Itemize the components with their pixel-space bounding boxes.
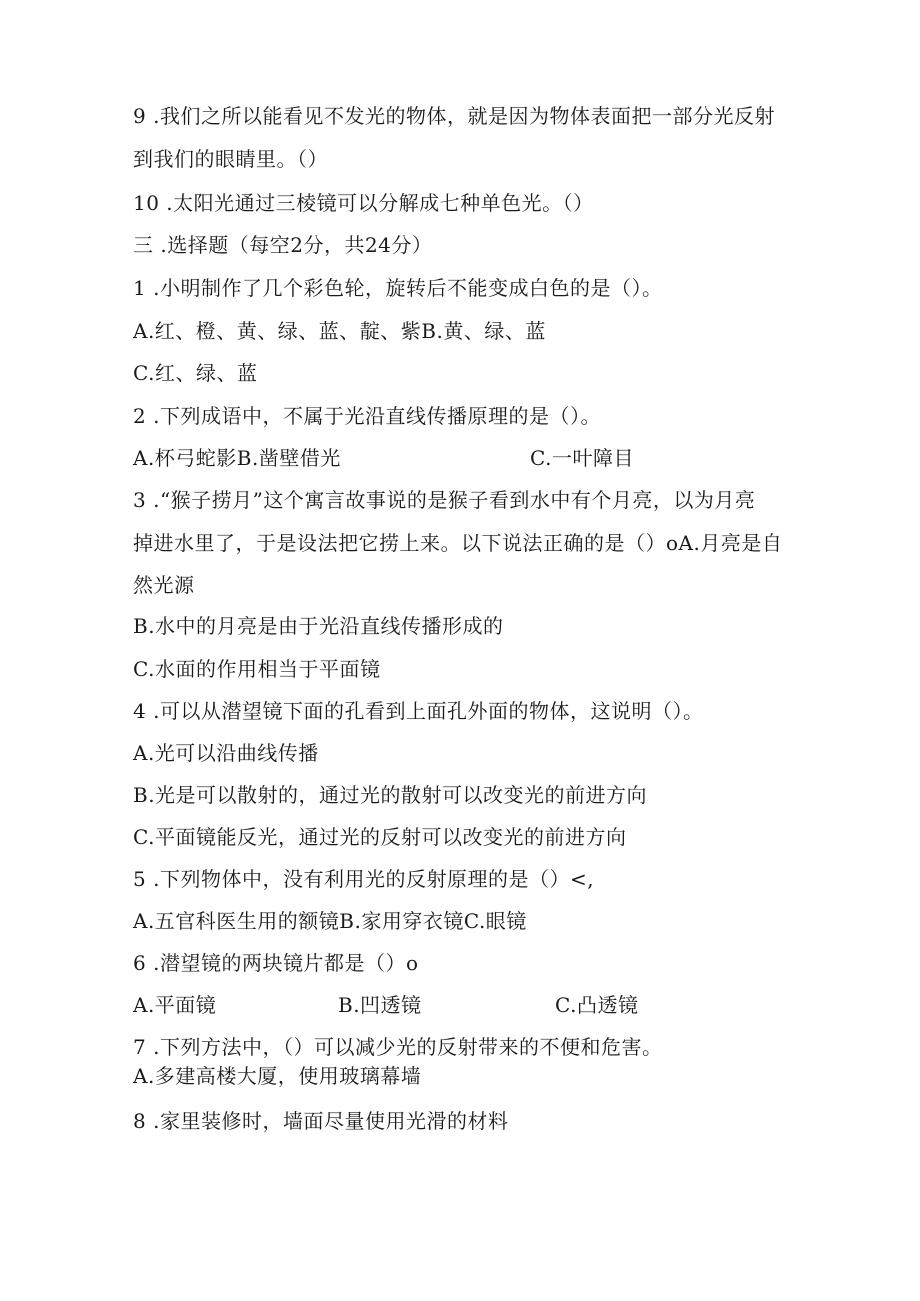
choice-question-6: 6 .潜望镜的两块镜片都是（）o — [133, 951, 419, 975]
choice-question-1: 1 .小明制作了几个彩色轮，旋转后不能变成白色的是（）。 — [133, 276, 663, 300]
choice-question-7: 7 .下列方法中，（）可以减少光的反射带来的不便和危害。 — [133, 1035, 663, 1059]
choice-question-3-line-3: 然光源 — [133, 573, 195, 597]
choice-question-2: 2 .下列成语中，不属于光沿直线传播原理的是（）。 — [133, 404, 601, 428]
choice-question-1-options-ab: A.红、橙、黄、绿、蓝、靛、紫B.黄、绿、蓝 — [133, 319, 546, 343]
choice-question-7-option-a: A.多建高楼大厦，使用玻璃幕墙 — [133, 1064, 422, 1088]
choice-question-6-option-c: C.凸透镜 — [555, 993, 639, 1017]
choice-question-2-option-c: C.一叶障目 — [530, 446, 634, 470]
choice-question-8: 8 .家里装修时，墙面尽量使用光滑的材料 — [133, 1109, 509, 1133]
question-10: 10 .太阳光通过三棱镜可以分解成七种单色光。（） — [133, 191, 594, 215]
choice-question-5: 5 .下列物体中，没有利用光的反射原理的是（）<, — [133, 867, 595, 891]
choice-question-3-line-2: 掉进水里了，于是设法把它捞上来。以下说法正确的是（）oA.月亮是自 — [133, 531, 783, 555]
choice-question-2-options-ab: A.杯弓蛇影B.凿壁借光 — [133, 446, 341, 470]
choice-question-1-option-c: C.红、绿、蓝 — [133, 361, 258, 385]
choice-question-5-options: A.五官科医生用的额镜B.家用穿衣镜C.眼镜 — [133, 909, 527, 933]
choice-question-4-option-b: B.光是可以散射的，通过光的散射可以改变光的前进方向 — [133, 783, 648, 807]
question-9-line-1: 9 .我们之所以能看见不发光的物体，就是因为物体表面把一部分光反射 — [133, 104, 775, 128]
choice-question-6-option-b: B.凹透镜 — [338, 993, 422, 1017]
choice-question-4-option-c: C.平面镜能反光，通过光的反射可以改变光的前进方向 — [133, 825, 627, 849]
choice-question-3-option-c: C.水面的作用相当于平面镜 — [133, 657, 381, 681]
choice-question-3-option-b: B.水中的月亮是由于光沿直线传播形成的 — [133, 614, 504, 638]
choice-question-6-option-a: A.平面镜 — [133, 993, 217, 1017]
choice-question-4: 4 .可以从潜望镜下面的孔看到上面孔外面的物体，这说明（）。 — [133, 699, 704, 723]
question-9-line-2: 到我们的眼睛里。（） — [133, 147, 328, 171]
choice-question-4-option-a: A.光可以沿曲线传播 — [133, 741, 319, 765]
section-heading-choice: 三 .选择题（每空2分，共24分） — [133, 233, 433, 257]
choice-question-3-line-1: 3 .“猴子捞月”这个寓言故事说的是猴子看到水中有个月亮，以为月亮 — [133, 488, 756, 512]
